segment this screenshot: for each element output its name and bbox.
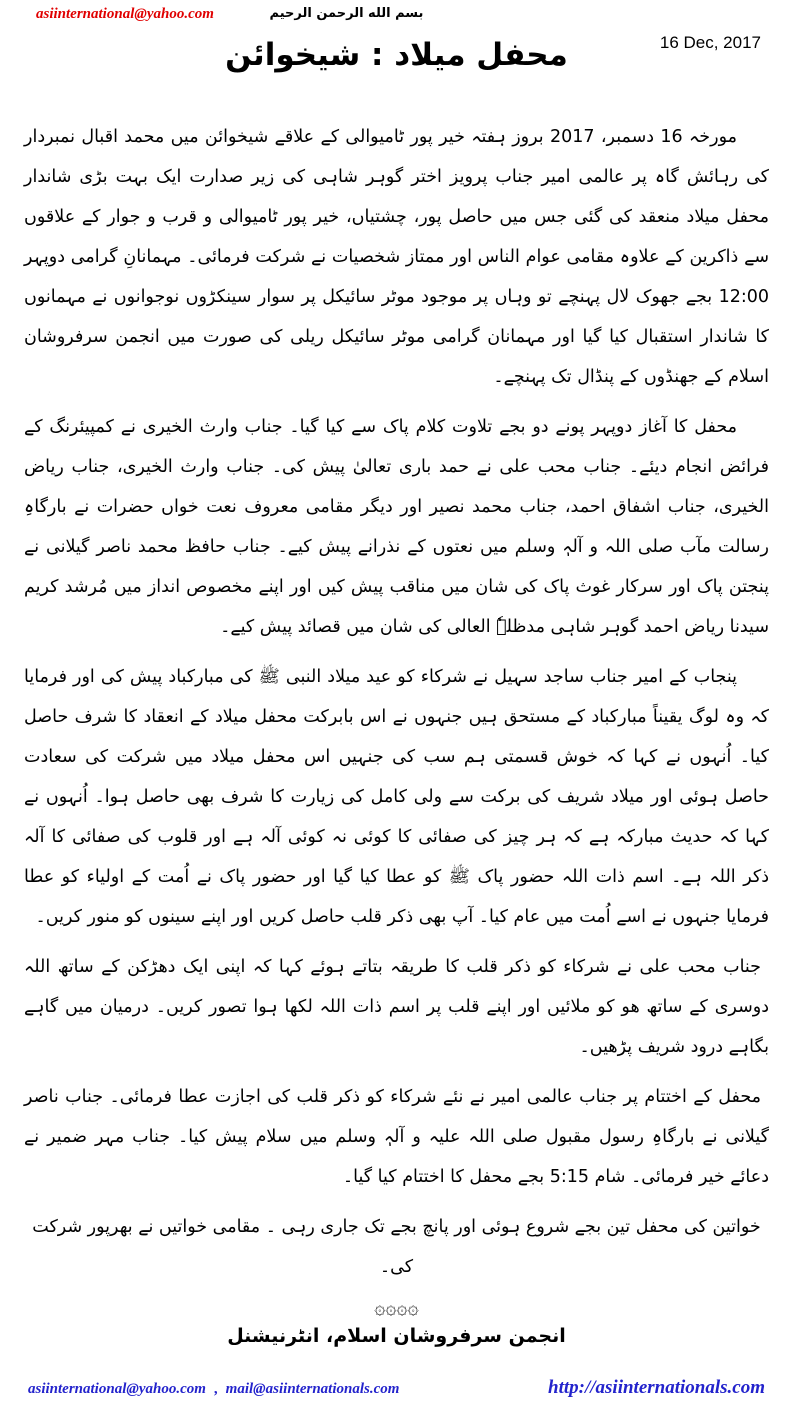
footer-email-link-1[interactable]: asiinternational@yahoo.com	[28, 1381, 206, 1397]
body-paragraph-5: محفل کے اختتام پر جناب عالمی امیر نے نئے شرکاء کو ذکر قلب کی اجازت عطا فرمائی۔ جناب ناصر گیلانی نے بارگاہِ رسول مقبول صلی اللہ علیہ و آلہٖ وسلم میں سلام پیش کیا۔ جناب مہر ضمیر نے دعائے خیر فرمائی۔ شام 5:15 بجے محفل کا اختتام کیا گیا۔	[24, 1087, 769, 1187]
body-paragraph-4: جناب محب علی نے شرکاء کو ذکر قلب کا طریقہ بتاتے ہوئے کہا کہ اپنی ایک دھڑکن کے ساتھ اللہ دوسری کے ساتھ ھو کو ملائیں اور اپنے قلب پر اسم ذات اللہ لکھا ہوا تصور کریں۔ درمیان میں گاہے بگاہے درود شریف پڑھیں۔	[24, 957, 769, 1057]
page-title: محفل میلاد : شیخوائن	[225, 37, 568, 73]
contact-footer	[24, 1377, 769, 1399]
ornament-divider-icon: ۞۞۞۞	[374, 1297, 419, 1319]
footer-emails	[28, 1381, 399, 1398]
body-paragraph-2: محفل کا آغاز دوپہر پونے دو بجے تلاوت کلام پاک سے کیا گیا۔ جناب وارث الخیری نے کمپیئرنگ کے فرائض انجام دیئے۔ جناب محب علی نے حمد باری تعالیٰ پیش کی۔ جناب وارث الخیری، جناب ریاض الخیری، جناب اشفاق احمد، جناب محمد نصیر اور دیگر مقامی معروف نعت خواں حضرات نے بارگاہِ رسالت مآب صلی اللہ و آلہٖ وسلم میں نعتوں کے نذرانے پیش کیے۔ جناب حافظ محمد ناصر گیلانی نے پنجتن پاک اور سرکار غوث پاک کی شان میں مناقب پیش کیں اور اپنے مخصوص انداز میں مُرشد کریم سیدنا ریاض احمد گوہر شاہی مدظلہٗ العالی کی شان میں قصائد پیش کیے۔	[24, 417, 769, 637]
body-paragraph-3: پنجاب کے امیر جناب ساجد سہیل نے شرکاء کو عید میلاد النبی ﷺ کی مبارکباد پیش کی اور فرمایا کہ وہ لوگ یقیناً مبارکباد کے مستحق ہیں جنہوں نے اس بابرکت محفل میلاد کے انعقاد کا شرف حاصل کیا۔ اُنہوں نے کہا کہ خوش قسمتی ہم سب کی جنہیں اس محفل میلاد میں شرکت کی سعادت حاصل ہوئی اور میلاد شریف کی برکت سے ولی کامل کی زیارت کا شرف بھی حاصل ہوا۔ اُنہوں نے کہا کہ حدیث مبارکہ ہے کہ ہر چیز کی صفائی کا کوئی نہ کوئی آلہ ہے اور قلوب کی صفائی کا آلہ ذکر اللہ ہے۔ اسم ذات اللہ حضور پاک ﷺ کو عطا کیا گیا اور حضور پاک نے اُمت کے اولیاء کو عطا فرمایا جنہوں نے اسے اُمت میں عام کیا۔ آپ بھی ذکر قلب حاصل کریں اور اپنے سینوں کو منور کریں۔	[24, 667, 769, 927]
body-paragraph-1: مورخہ 16 دسمبر، 2017 بروز ہفتہ خیر پور ٹامیوالی کے علاقے شیخوائن میں محمد اقبال نمبردار کی رہائش گاہ پر عالمی امیر جناب پرویز اختر گوہر شاہی کی زیر صدارت ایک بہت بڑی شاندار محفل میلاد منعقد کی گئی جس میں حاصل پور، چشتیاں، خیر پور ٹامیوالی و قرب و جوار کے علاقوں سے ذاکرین کے علاوہ مقامی عوام الناس اور ممتاز شخصیات نے شرکت فرمائی۔ مہمانانِ گرامی دوپہر 12:00 بجے جھوک لال پہنچے تو وہاں پر موجود موٹر سائیکل پر سوار سینکڑوں نوجوانوں نے مہمانوں کا شاندار استقبال کیا گیا اور مہمانان گرامی موٹر سائیکل ریلی کی صورت میں انجمن سرفروشان اسلام کے جھنڈوں کے پنڈال تک پہنچے۔	[24, 127, 769, 387]
body-paragraph-women: خواتین کی محفل تین بجے شروع ہوئی اور پانچ بجے تک جاری رہی ۔ مقامی خواتیں نے بھرپور شرکت کی۔	[32, 1217, 761, 1277]
bismillah-text: بسم الله الرحمن الرحيم	[269, 6, 424, 21]
article-body	[24, 117, 769, 1287]
title-row	[24, 25, 769, 91]
date-label: 16 Dec, 2017	[659, 33, 761, 52]
footer-email-link-2[interactable]: mail@asiinternationals.com	[225, 1381, 400, 1397]
header-email-link[interactable]: asiinternational@yahoo.com	[36, 6, 214, 22]
email-separator: ,	[213, 1381, 218, 1397]
website-link[interactable]: http://asiinternationals.com	[548, 1377, 765, 1398]
header	[24, 6, 769, 23]
organization-name: انجمن سرفروشان اسلام، انٹرنیشنل	[227, 1325, 566, 1347]
